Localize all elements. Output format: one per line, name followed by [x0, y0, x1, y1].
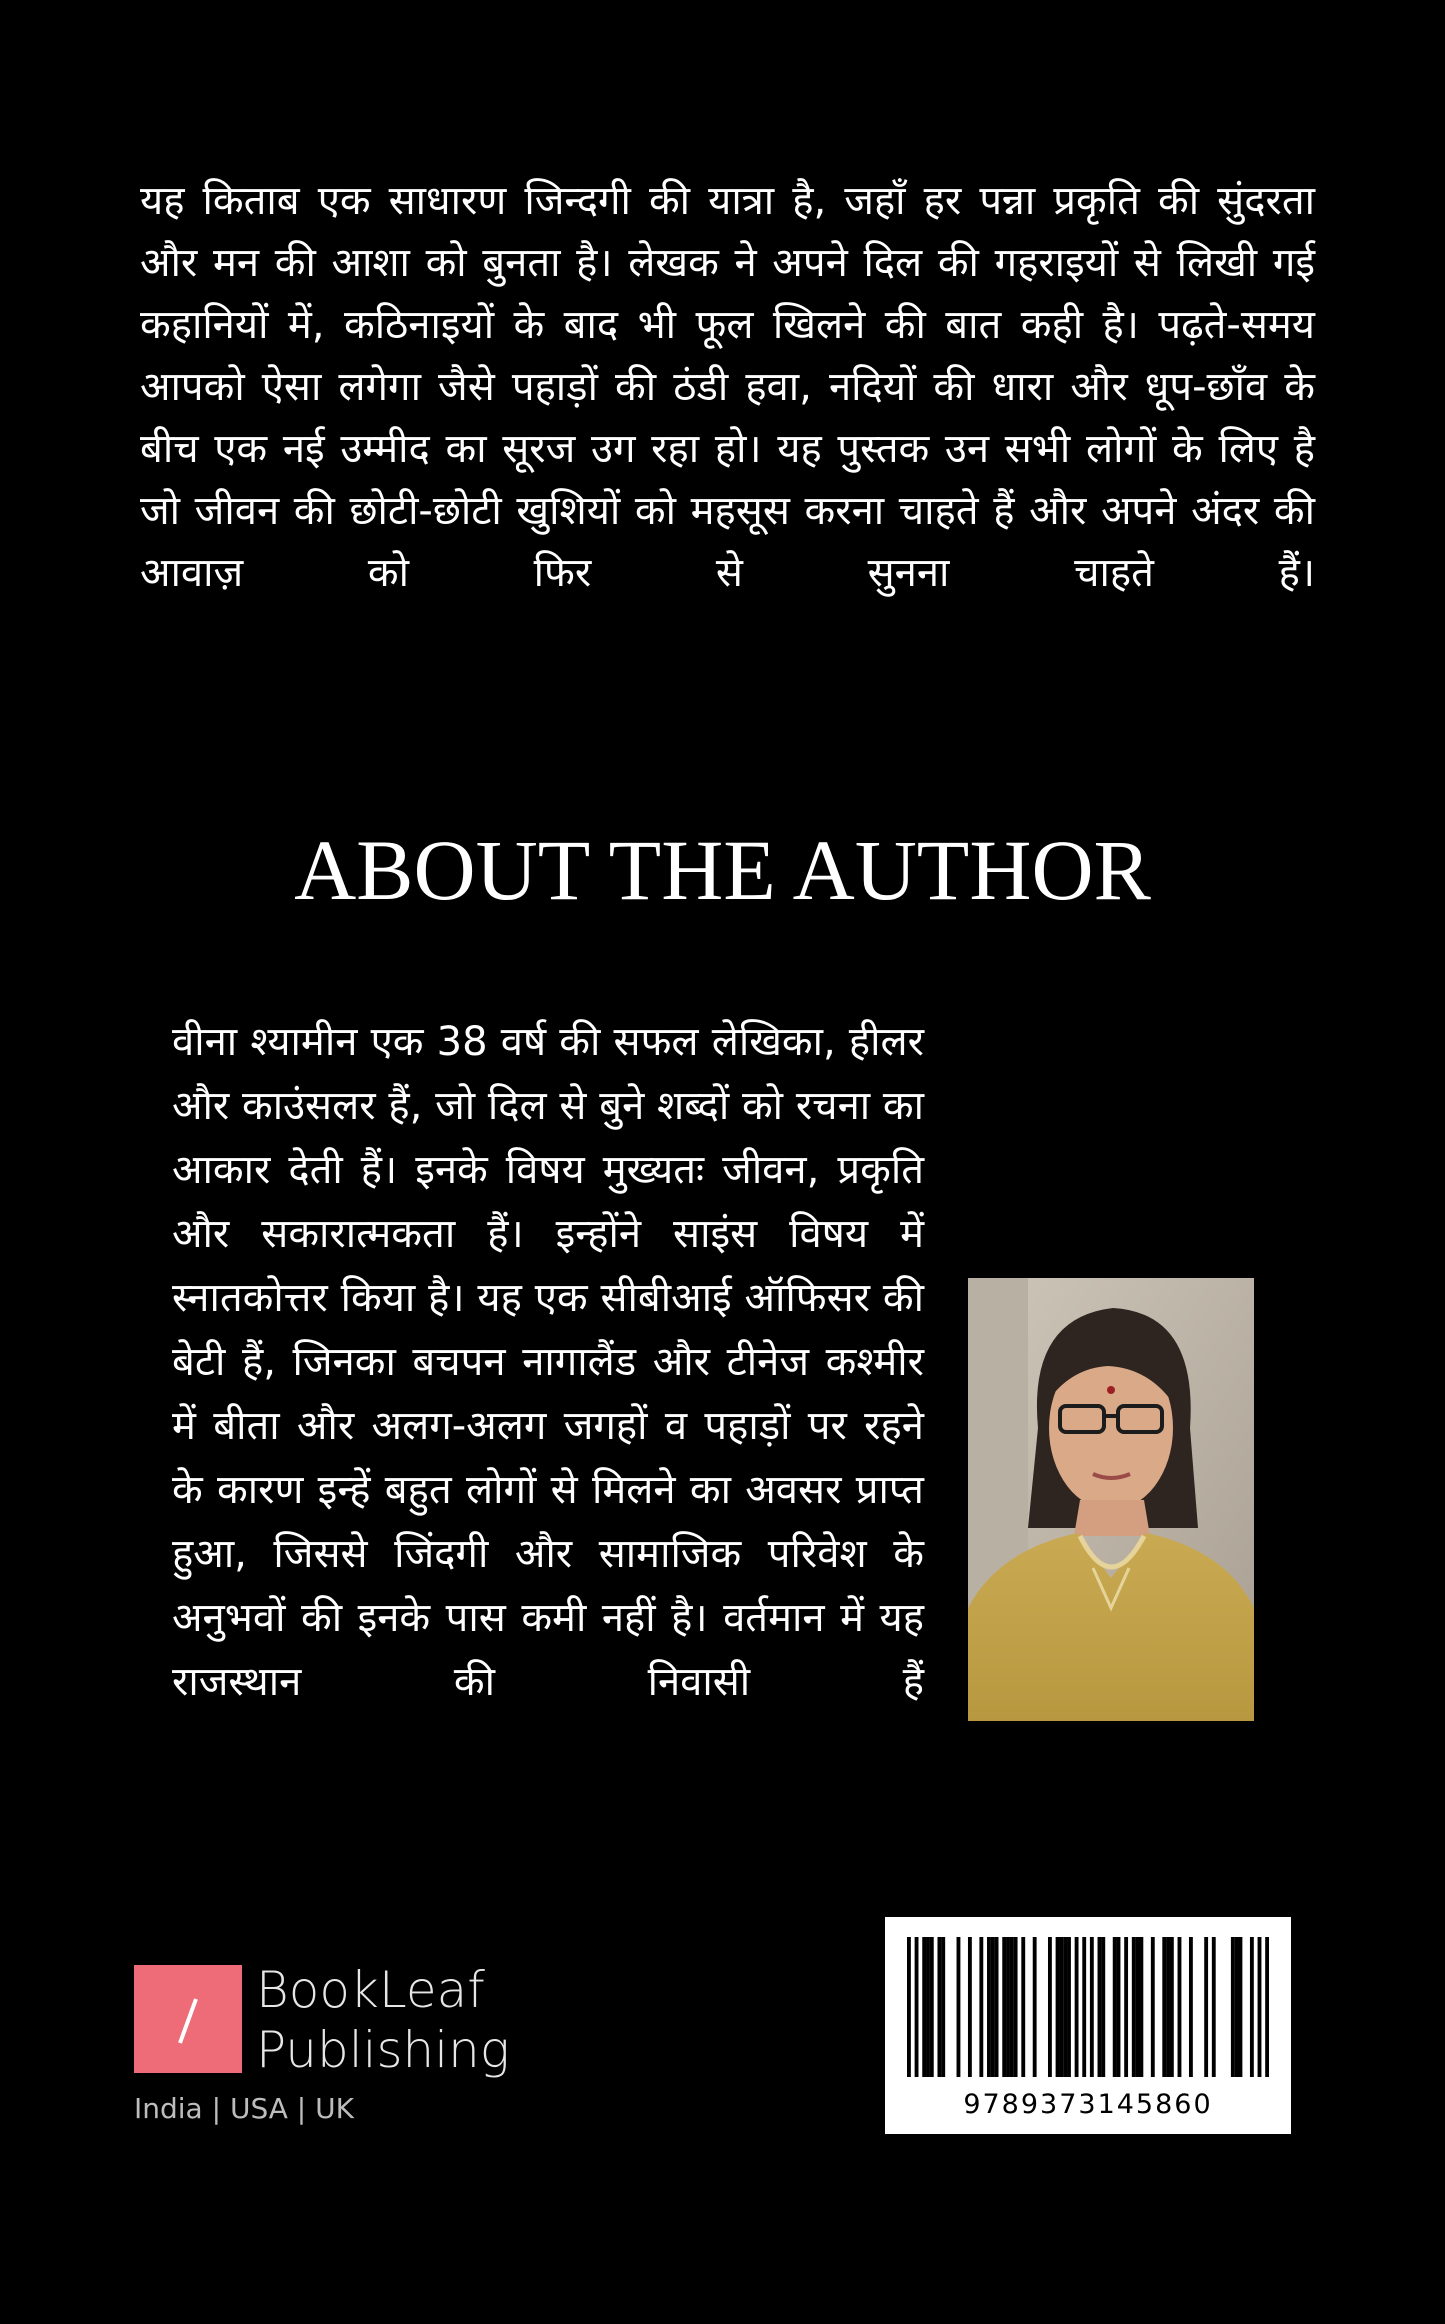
- barcode-bar: [1063, 1937, 1067, 2077]
- barcode-bar: [1117, 1937, 1121, 2077]
- barcode-bar: [1056, 1937, 1060, 2077]
- barcode-bar: [1189, 1937, 1193, 2077]
- barcode-bar: [995, 1937, 999, 2077]
- barcode-bar: [1010, 1937, 1014, 2077]
- barcode-bar: [991, 1937, 995, 2077]
- barcode-bar: [1258, 1937, 1262, 2077]
- barcode-bar: [1006, 1937, 1010, 2077]
- barcode-bar: [1162, 1937, 1166, 2077]
- publisher-name-line1: BookLeaf: [256, 1961, 485, 2019]
- author-photo: [968, 1278, 1254, 1721]
- author-bio: वीना श्यामीन एक 38 वर्ष की सफल लेखिका, हीलर और काउंसलर हैं, जो दिल से बुने शब्दों को रचना का आकार देती हैं। इनके विषय मुख्यतः जीवन, प्रकृति और सकारात्मकता हैं। इन्होंने साइंस विषय में स्नातकोत्तर किया है। यह एक सीबीआई ऑफिसर की बेटी हैं, जिनका बचपन नागालैंड और टीनेज कश्मीर में बीता और अलग-अलग जगहों व पहाड़ों पर रहने के कारण इन्हें बहुत लोगों से मिलने का अवसर प्राप्त हुआ, जिससे जिंदगी और सामाजिक परिवेश के अनुभवों की इनके पास कमी नहीं है। वर्तमान में यह राजस्थान की निवासी हैं: [172, 1019, 924, 1705]
- barcode-bar: [1033, 1937, 1037, 2077]
- barcode-bar: [937, 1937, 941, 2077]
- barcode-bar: [1231, 1937, 1235, 2077]
- barcode-bar: [1101, 1937, 1105, 2077]
- barcode-bar: [1082, 1937, 1086, 2077]
- barcode-bar: [1178, 1937, 1182, 2077]
- barcode-bar: [1021, 1937, 1025, 2077]
- about-author-heading: ABOUT THE AUTHOR: [294, 822, 1151, 918]
- barcode-bar: [968, 1937, 972, 2077]
- isbn-number: 9789373145860: [963, 2089, 1213, 2120]
- barcode-bar: [907, 1937, 911, 2077]
- barcode-bar: [915, 1937, 919, 2077]
- barcode-bar: [957, 1937, 961, 2077]
- book-blurb: यह किताब एक साधारण जिन्दगी की यात्रा है, जहाँ हर पन्ना प्रकृति की सुंदरता और मन की आशा को बुनता है। लेखक ने अपने दिल की गहराइयों से लिखी गई कहानियों में, कठिनाइयों के बाद भी फूल खिलने की बात कही है। पढ़ते-समय आपको ऐसा लगेगा जैसे पहाड़ों की ठंडी हवा, नदियों की धारा और धूप-छाँव के बीच एक नई उम्मीद का सूरज उग रहा हो। यह पुस्तक उन सभी लोगों के लिए है जो जीवन की छोटी-छोटी खुशियों को महसूस करना चाहते हैं और अपने अंदर की आवाज़ को फिर से सुनना चाहते हैं।: [140, 178, 1315, 596]
- barcode-bar: [926, 1937, 930, 2077]
- barcode-bar: [1067, 1937, 1071, 2077]
- barcode-bar: [1235, 1937, 1239, 2077]
- barcode-bar: [1098, 1937, 1102, 2077]
- barcode-bar: [979, 1937, 983, 2077]
- slash-icon: [134, 1965, 242, 2073]
- barcode-bar: [1239, 1937, 1243, 2077]
- publisher-countries: India | USA | UK: [134, 2092, 354, 2125]
- barcode-bar: [1002, 1937, 1006, 2077]
- publisher-logo-mark: [134, 1965, 242, 2073]
- barcode-bars: [907, 1937, 1269, 2077]
- barcode-bar: [1212, 1937, 1216, 2077]
- barcode-bar: [1075, 1937, 1079, 2077]
- publisher-logo: [134, 1960, 554, 2100]
- barcode-bar: [1139, 1937, 1143, 2077]
- barcode-bar: [1132, 1937, 1136, 2077]
- barcode-bar: [1170, 1937, 1174, 2077]
- barcode-bar: [1124, 1937, 1128, 2077]
- barcode-bar: [1151, 1937, 1155, 2077]
- barcode-bar: [1090, 1937, 1094, 2077]
- barcode-bar: [1048, 1937, 1052, 2077]
- barcode-bar: [930, 1937, 934, 2077]
- publisher-name-line2: Publishing: [256, 2021, 510, 2079]
- barcode-bar: [1113, 1937, 1117, 2077]
- publisher-name: [256, 1960, 510, 2080]
- barcode-bar: [1250, 1937, 1254, 2077]
- barcode-bar: [1014, 1937, 1018, 2077]
- barcode-bar: [1059, 1937, 1063, 2077]
- barcode-bar: [1166, 1937, 1170, 2077]
- isbn-barcode: [885, 1917, 1291, 2134]
- barcode-bar: [1265, 1937, 1269, 2077]
- barcode-bar: [1136, 1937, 1140, 2077]
- barcode-bar: [922, 1937, 926, 2077]
- barcode-bar: [941, 1937, 945, 2077]
- barcode-bar: [1204, 1937, 1208, 2077]
- barcode-bar: [987, 1937, 991, 2077]
